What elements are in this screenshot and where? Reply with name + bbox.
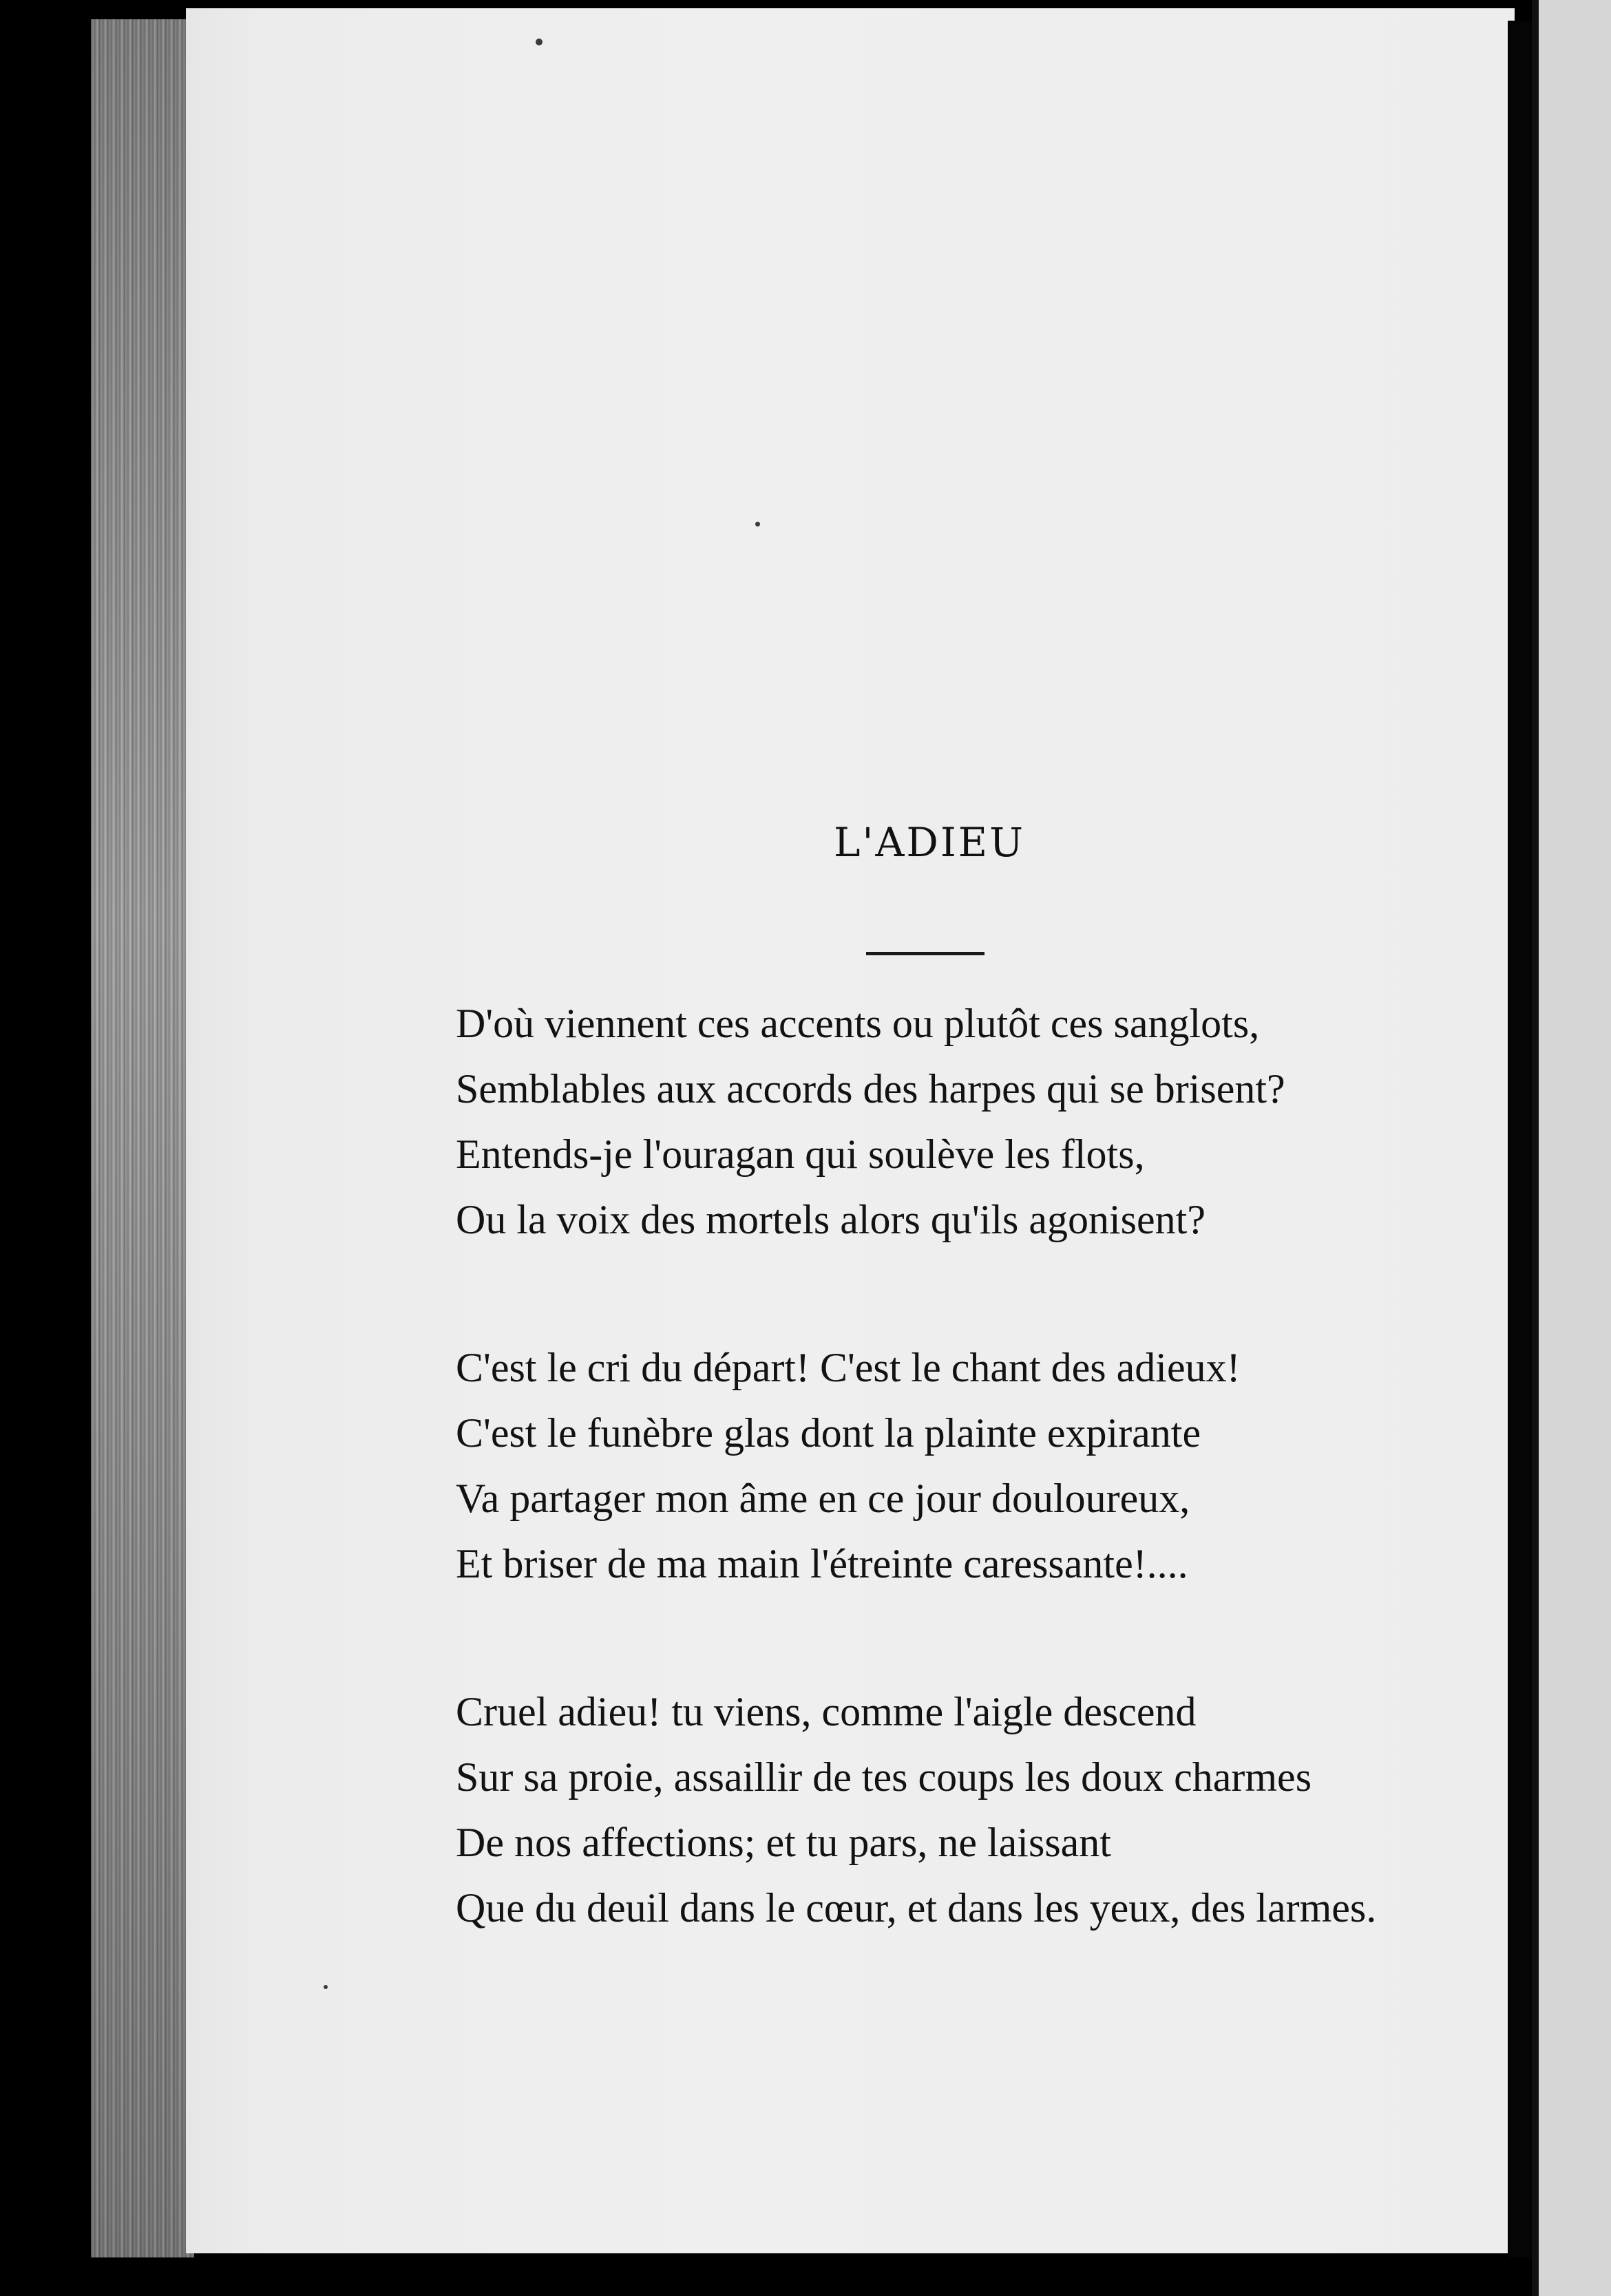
title-rule	[866, 952, 984, 955]
verse-line: Entends-je l'ouragan qui soulève les flots,	[456, 1131, 1145, 1177]
verse-line: D'où viennent ces accents ou plutôt ces sanglots,	[456, 1001, 1260, 1046]
verse-line: Va partager mon âme en ce jour douloureux,	[456, 1476, 1190, 1521]
stanza-3	[456, 1679, 1447, 1941]
verse-line: Et briser de ma main l'étreinte caressante!....	[456, 1541, 1188, 1586]
verse-line: Cruel adieu! tu viens, comme l'aigle descend	[456, 1689, 1197, 1734]
verse-line: Que du deuil dans le cœur, et dans les yeux, des larmes.	[456, 1885, 1377, 1931]
verse-line: Ou la voix des mortels alors qu'ils agonisent?	[456, 1197, 1205, 1242]
verse-line: C'est le cri du départ! C'est le chant des adieux!	[456, 1345, 1241, 1390]
book-page-edges	[91, 19, 194, 2257]
poem-title: L'ADIEU	[834, 819, 1025, 866]
verse-line: C'est le funèbre glas dont la plainte expirante	[456, 1410, 1201, 1456]
verse-line: Sur sa proie, assaillir de tes coups les doux charmes	[456, 1754, 1312, 1800]
ink-speck	[324, 1985, 328, 1989]
stanza-1	[456, 991, 1447, 1253]
poem-body	[456, 991, 1447, 2023]
verse-line: De nos affections; et tu pars, ne laissant	[456, 1820, 1111, 1865]
verse-line: Semblables aux accords des harpes qui se brisent?	[456, 1066, 1285, 1112]
ink-speck	[755, 522, 760, 527]
stanza-2	[456, 1335, 1447, 1597]
ink-speck	[536, 39, 543, 45]
facing-page-edge	[1532, 0, 1611, 2296]
